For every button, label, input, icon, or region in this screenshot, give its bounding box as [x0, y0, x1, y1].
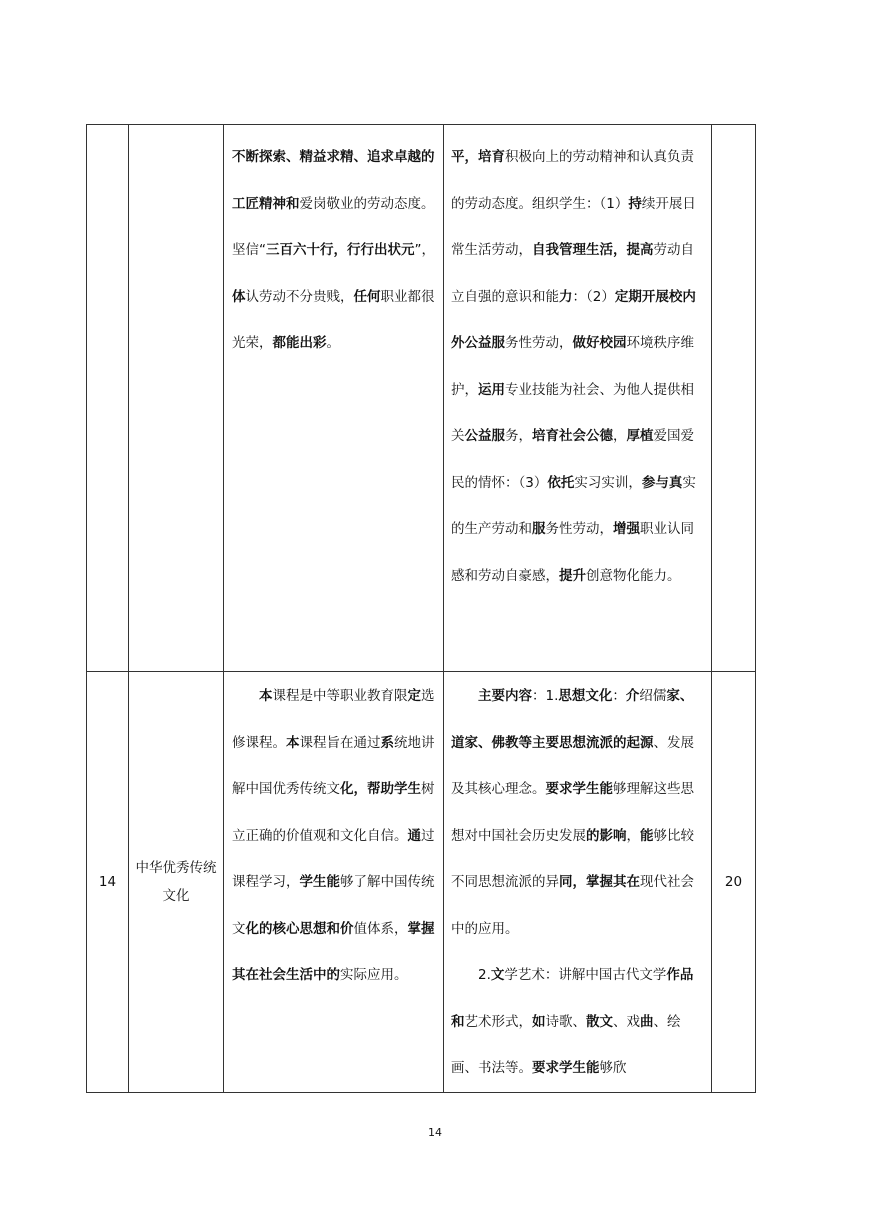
- bold-text-run: 掌握其在社会生活中的: [232, 920, 435, 983]
- course-name-cell: 中华优秀传统文化: [129, 672, 224, 1093]
- text-run: 课程是中等职业教育限: [272, 688, 408, 704]
- row-number-cell: 14: [87, 672, 129, 1093]
- text-run: 统地讲解中国优秀传统文: [232, 734, 435, 797]
- bold-text-run: 曲: [640, 1013, 654, 1030]
- bold-text-run: 任何: [353, 288, 381, 305]
- text-run: 实际应用。: [340, 967, 408, 983]
- course-content-paragraph: [444, 672, 711, 952]
- bold-text-run: 本: [259, 688, 273, 704]
- text-run: 课程旨在通过: [299, 734, 381, 751]
- course-content-paragraph: [444, 952, 711, 1092]
- text-run: 续开展日常生活劳动，: [451, 195, 696, 258]
- text-run: 职业认同感和劳动自豪感，: [451, 521, 694, 584]
- text-run: 值体系，: [353, 920, 408, 937]
- bold-text-run: 家、道家、佛教等主要思想流派的起: [451, 688, 694, 751]
- bold-text-run: 源: [640, 734, 654, 751]
- course-objective-text: [224, 125, 443, 367]
- text-run: ：（2）: [572, 288, 615, 305]
- page-number: 14: [428, 1126, 442, 1139]
- bold-text-run: 要求学生能: [532, 1060, 600, 1076]
- bold-text-run: 参与真: [641, 474, 683, 491]
- bold-text-run: 的影响: [586, 827, 627, 844]
- bold-text-run: 依托: [547, 474, 575, 491]
- bold-text-run: 作品和: [451, 967, 694, 1030]
- text-run: 、绘画、书法等。: [451, 1013, 681, 1076]
- bold-text-run: 学生能: [299, 874, 340, 890]
- text-run: 树立正确的价值观和文化自信。: [232, 781, 435, 844]
- bold-text-run: 化，帮助学生: [340, 781, 421, 797]
- bold-text-run: 厚植: [626, 428, 654, 444]
- course-content-text: [444, 125, 711, 599]
- bold-text-run: 公益服: [464, 428, 505, 444]
- bold-text-run: 力: [559, 288, 573, 305]
- hours-cell: 20: [712, 672, 756, 1093]
- bold-text-run: 培育社会公德: [532, 428, 613, 444]
- text-run: 够欣: [599, 1060, 627, 1076]
- bold-text-run: 能: [640, 827, 654, 844]
- text-run: ：1.: [532, 688, 559, 704]
- text-run: 、戏: [613, 1013, 640, 1030]
- table-row: [87, 125, 756, 672]
- text-run: 过课程学习，: [232, 827, 435, 890]
- text-run: 爱国爱民的情怀：（3）: [451, 428, 694, 491]
- bold-text-run: 体: [232, 288, 246, 305]
- table-row: [87, 672, 756, 1093]
- bold-text-run: 服: [532, 521, 546, 537]
- bold-text-run: 自我管理生活，提高: [532, 242, 654, 258]
- text-run: 实的生产劳动和: [451, 474, 696, 537]
- text-run: 绍儒: [639, 688, 667, 704]
- text-run: 专业技能为社会、为他人提供相关: [451, 381, 694, 444]
- text-run: ”，: [414, 242, 435, 258]
- course-content-cell: [444, 672, 712, 1093]
- text-run: 积极向上的劳动精神和认真负责的劳动态度。组织学生：（1）: [451, 149, 694, 212]
- bold-text-run: 主要内容: [478, 688, 532, 704]
- bold-text-run: 通: [407, 827, 421, 844]
- text-run: 务，: [505, 428, 532, 444]
- bold-text-run: 化的核心思想和价: [245, 920, 354, 937]
- text-run: 学艺术：讲解中国古代文学: [504, 967, 667, 983]
- text-run: 环境秩序维护，: [451, 335, 694, 398]
- text-run: 、发展及其核心理念。: [451, 734, 694, 797]
- text-run: 够理解这些思想对中国社会历史发展: [451, 781, 694, 844]
- bold-text-run: 持: [628, 195, 642, 212]
- bold-text-run: 定: [407, 688, 421, 704]
- hours-cell: [712, 125, 756, 672]
- bold-text-run: 定期开展校内外公益服: [451, 288, 696, 351]
- bold-text-run: 同，掌握其在: [559, 874, 640, 890]
- bold-text-run: 三百六十行，行行出状元: [266, 242, 415, 258]
- bold-text-run: 介: [625, 688, 640, 704]
- course-objective-cell: [224, 672, 444, 1093]
- bold-text-run: 如: [532, 1013, 546, 1030]
- text-run: 诗歌、: [545, 1013, 586, 1030]
- course-objective-text: [224, 672, 443, 999]
- bold-text-run: 运用: [478, 381, 505, 398]
- bold-text-run: 要求学生能: [545, 781, 613, 797]
- text-run: 爱岗敬业的劳动态度。坚信“: [232, 195, 435, 258]
- row-number-cell: [87, 125, 129, 672]
- bold-text-run: 思想文化: [558, 688, 613, 704]
- text-run: 务性劳动，: [545, 521, 613, 537]
- text-run: 艺术形式，: [464, 1013, 532, 1030]
- bold-text-run: 提升: [559, 567, 586, 584]
- course-name-cell: [129, 125, 224, 672]
- text-run: 认劳动不分贵贱，: [245, 288, 354, 305]
- text-run: 够了解中国传统文: [232, 874, 435, 937]
- bold-text-run: 平，培育: [451, 149, 505, 165]
- course-content-cell: [444, 125, 712, 672]
- text-run: ，: [613, 428, 627, 444]
- course-objective-cell: [224, 125, 444, 672]
- bold-text-run: 文: [490, 967, 505, 983]
- text-run: 创意物化能力。: [586, 567, 681, 584]
- text-run: 。: [326, 335, 340, 351]
- text-run: 够比较不同思想流派的异: [451, 827, 694, 890]
- bold-text-run: 本: [286, 734, 300, 751]
- text-run: ：: [612, 688, 626, 704]
- bold-text-run: 增强: [613, 521, 640, 537]
- bold-text-run: 做好校园: [572, 335, 627, 351]
- text-run: 实习实训，: [574, 474, 642, 491]
- text-run: 现代社会中的应用。: [451, 874, 694, 937]
- text-run: ，: [626, 827, 640, 844]
- course-table: [86, 124, 756, 1093]
- bold-text-run: 系: [380, 734, 394, 751]
- bold-text-run: 散文: [586, 1013, 613, 1030]
- text-run: 2.: [478, 967, 491, 983]
- text-run: 职业都很光荣，: [232, 288, 435, 351]
- text-run: 劳动自立自强的意识和能: [451, 242, 694, 305]
- text-run: 选修课程。: [232, 688, 435, 751]
- bold-text-run: 不断探索、精益求精、追求卓越的工匠精神和: [232, 149, 435, 212]
- text-run: 务性劳动，: [505, 335, 573, 351]
- bold-text-run: 都能出彩: [272, 335, 327, 351]
